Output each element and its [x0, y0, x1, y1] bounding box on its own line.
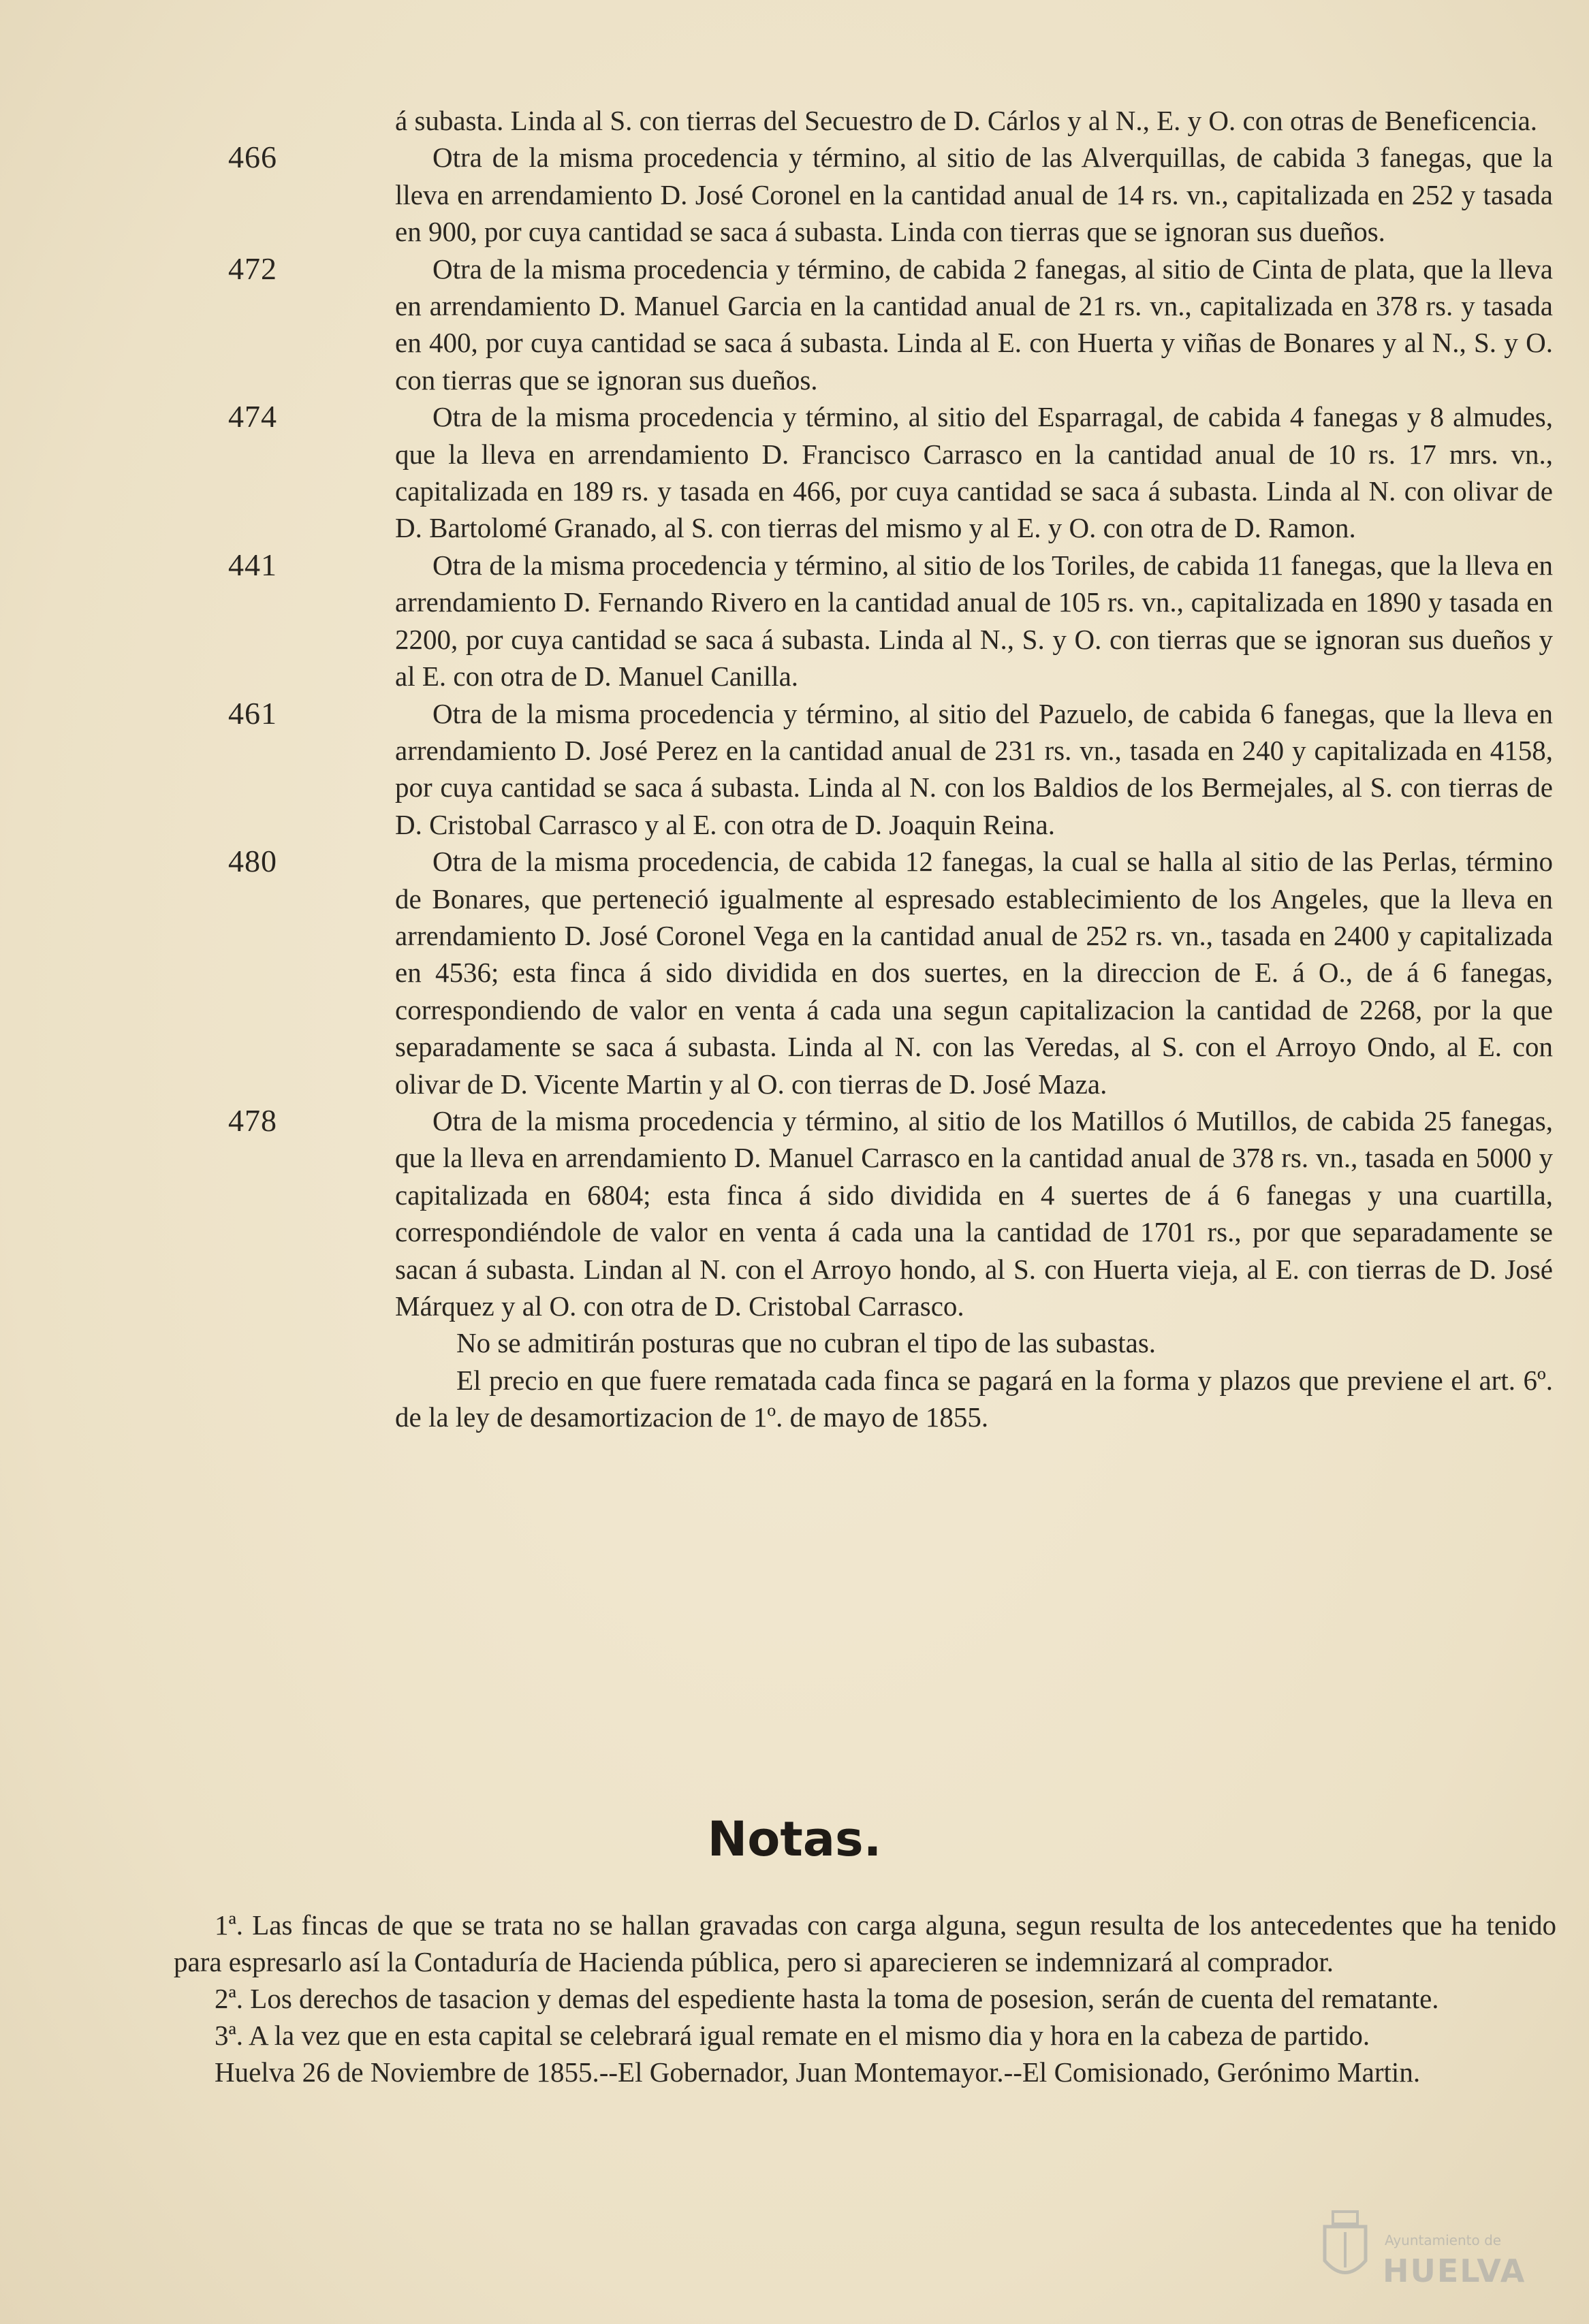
entry-number: 472 [228, 251, 277, 286]
signature-line: Huelva 26 de Noviembre de 1855.--El Gobernador, Juan Montemayor.--El Comisionado, Gerónimo Martin. [215, 2056, 1421, 2088]
entry-text: Otra de la misma procedencia y término, al sitio del Pazuelo, de cabida 6 fanegas, que la lleva en arrendamiento D. José Perez en la cantidad anual de 231 rs. vn., tasada en 240 y capitalizada en 4158, por cuya cantidad se saca á subasta. Linda al N. con los Baldios de los Bermejales, al S. con tierras de D. Cristobal Carrasco y al E. con otra de D. Joaquin Reina. [395, 697, 1553, 840]
entry-number: 461 [228, 695, 277, 731]
list-item [395, 102, 1553, 139]
list-item [228, 251, 1553, 399]
entry-text: Otra de la misma procedencia y término, de cabida 2 fanegas, al sitio de Cinta de plata, que la lleva en arrendamiento D. Manuel Garcia en la cantidad anual de 21 rs. vn., capitalizada en 378 rs. y tasada en 400, por cuya cantidad se saca á subasta. Linda al E. con Huerta y viñas de Bonares y al N., S. y O. con tierras que se ignoran sus dueños. [395, 253, 1553, 396]
condition-text: El precio en que fuere rematada cada finca se pagará en la forma y plazos que previene el art. 6º. de la ley de desamortizacion de 1º. de mayo de 1855. [395, 1364, 1553, 1433]
list-item [228, 695, 1553, 844]
watermark-caption: Ayuntamiento de [1385, 2232, 1502, 2248]
note-item: 3ª. A la vez que en esta capital se celebrará igual remate en el mismo dia y hora en la cabeza de partido. [215, 2020, 1370, 2051]
crest-icon [1318, 2206, 1372, 2288]
entry-text: Otra de la misma procedencia y término, al sitio de las Alverquillas, de cabida 3 fanegas, que la lleva en arrendamiento D. José Coronel en la cantidad anual de 14 rs. vn., capitalizada en 252 y tasada en 900, por cuya cantidad se saca á subasta. Linda con tierras que se ignoran sus dueños. [395, 142, 1553, 248]
list-item [228, 547, 1553, 695]
entry-text: Otra de la misma procedencia, de cabida 12 fanegas, la cual se halla al sitio de las Perlas, término de Bonares, que perteneció igualmente al espresado establecimiento de los Angeles, que la lleva en arrendamiento D. José Coronel Vega en la cantidad anual de 252 rs. vn., tasada en 2400 y capitalizada en 4536; esta finca á sido dividida en dos suertes, en la direccion de E. á O., de á 6 fanegas, correspondiendo de valor en venta á cada una segun capitalizacion la cantidad de 2268, por la que separadamente se saca á subasta. Linda al N. con las Veredas, al S. con el Arroyo Ondo, al E. con olivar de D. Vicente Martin y al O. con tierras de D. José Maza. [395, 846, 1553, 1100]
entry-text: Otra de la misma procedencia y término, al sitio del Esparragal, de cabida 4 fanegas y 8 almudes, que la lleva en arrendamiento D. Francisco Carrasco en la cantidad anual de 10 rs. 17 mrs. vn., capitalizada en 189 rs. y tasada en 466, por cuya cantidad se saca á subasta. Linda al N. con olivar de D. Bartolomé Granado, al S. con tierras del mismo y al E. y O. con otra de D. Ramon. [395, 401, 1553, 544]
list-item [228, 139, 1553, 250]
entry-number: 441 [228, 547, 277, 582]
entry-number: 474 [228, 399, 277, 434]
list-item [228, 398, 1553, 547]
entry-text: Otra de la misma procedencia y término, al sitio de los Matillos ó Mutillos, de cabida 25 fanegas, que la lleva en arrendamiento D. Manuel Carrasco en la cantidad anual de 378 rs. vn., tasada en 5000 y capitalizada en 6804; esta finca á sido dividida en 4 suertes de á 6 fanegas y una cuartilla, correspondiéndole de valor en venta á cada una la cantidad de 1701 rs., por que separadamente se sacan á subasta. Lindan al N. con el Arroyo hondo, al S. con Huerta vieja, al E. con tierras de D. José Márquez y al O. con otra de D. Cristobal Carrasco. [395, 1104, 1553, 1322]
watermark-name: HUELVA [1383, 2253, 1526, 2289]
condition-text: No se admitirán posturas que no cubran el tipo de las subastas. [456, 1327, 1157, 1359]
closing-conditions [395, 1324, 1553, 1435]
list-item [228, 843, 1553, 1102]
entry-number: 478 [228, 1102, 277, 1138]
archive-watermark [1318, 2199, 1563, 2295]
notes-section [174, 1907, 1556, 2090]
entry-number: 466 [228, 140, 277, 175]
note-item: 2ª. Los derechos de tasacion y demas del espediente hasta la toma de posesion, serán de cuenta del rematante. [215, 1983, 1439, 2014]
notes-heading: Notas. [707, 1811, 882, 1867]
note-item: 1ª. Las fincas de que se trata no se hallan gravadas con carga alguna, segun resulta de los antecedentes que ha tenido para espresarlo así la Contaduría de Hacienda pública, pero si aparecieren se indemnizará al comprador. [174, 1909, 1556, 1977]
property-listing [228, 102, 1553, 1436]
list-item [228, 1102, 1553, 1324]
entry-text: á subasta. Linda al S. con tierras del Secuestro de D. Cárlos y al N., E. y O. con otras de Beneficencia. [395, 105, 1538, 136]
entry-number: 480 [228, 844, 277, 879]
entry-text: Otra de la misma procedencia y término, al sitio de los Toriles, de cabida 11 fanegas, que la lleva en arrendamiento D. Fernando Rivero en la cantidad anual de 105 rs. vn., capitalizada en 1890 y tasada en 2200, por cuya cantidad se saca á subasta. Linda al N., S. y O. con tierras que se ignoran sus dueños y al E. con otra de D. Manuel Canilla. [395, 549, 1553, 693]
